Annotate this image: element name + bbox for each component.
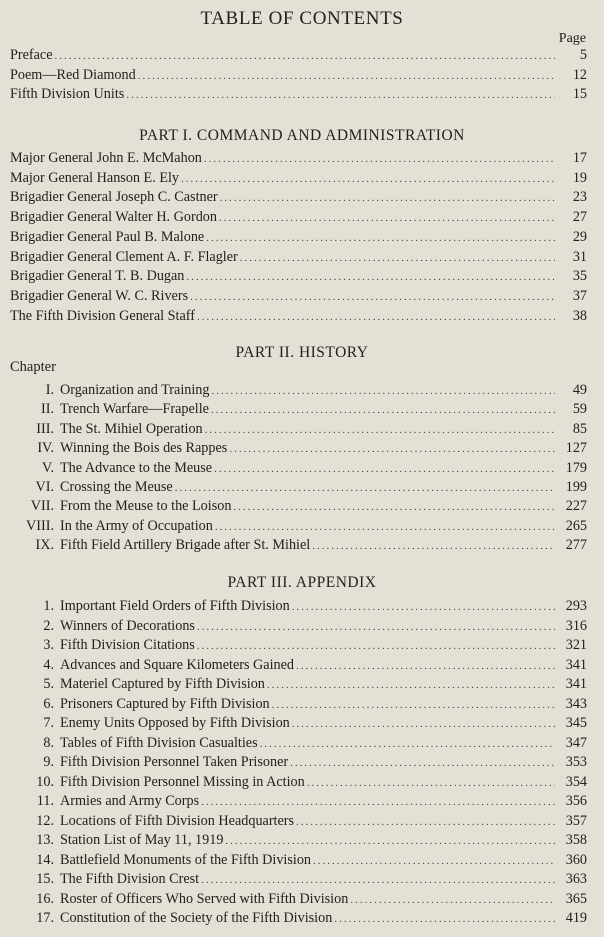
toc-entry[interactable] — [6, 657, 587, 676]
dot-leader — [190, 291, 555, 303]
part2-heading: PART II. HISTORY — [235, 344, 369, 361]
dot-leader — [186, 271, 555, 283]
entry-page-number: 38 — [572, 307, 587, 324]
toc-entry[interactable] — [10, 189, 587, 208]
toc-entry[interactable] — [6, 813, 587, 832]
entry-title: The Advance to the Meuse — [60, 459, 213, 476]
toc-entry[interactable] — [10, 308, 587, 327]
dot-leader — [197, 311, 555, 323]
entry-page-number: 354 — [565, 773, 587, 790]
entry-page-number: 356 — [565, 793, 587, 809]
toc-entry[interactable] — [6, 676, 587, 695]
entry-title: The St. Mihiel Operation — [60, 420, 203, 437]
dot-leader — [307, 777, 555, 789]
toc-entry[interactable] — [6, 518, 587, 537]
dot-leader — [292, 718, 555, 730]
toc-entry[interactable] — [6, 498, 587, 517]
entry-number: 3. — [43, 637, 54, 653]
entry-number: 1. — [43, 598, 54, 614]
entry-page-number: 19 — [572, 169, 587, 186]
dot-leader — [197, 640, 555, 652]
dot-leader — [220, 192, 555, 204]
toc-entry[interactable] — [6, 598, 587, 617]
toc-entry[interactable] — [10, 67, 587, 86]
entry-title: Winners of Decorations — [60, 617, 195, 634]
entry-title: Poem—Red Diamond — [10, 66, 136, 83]
dot-leader — [267, 679, 555, 691]
entry-page-number: 316 — [565, 617, 587, 634]
toc-entry[interactable] — [10, 209, 587, 228]
entry-page-number: 360 — [565, 851, 587, 868]
entry-page-number: 353 — [565, 754, 587, 770]
dot-leader — [292, 601, 555, 613]
toc-entry[interactable] — [6, 382, 587, 401]
entry-number: 7. — [43, 715, 54, 731]
part1-heading: PART I. COMMAND AND ADMINISTRATION — [139, 127, 465, 144]
dot-leader — [211, 385, 555, 397]
toc-entry[interactable] — [6, 440, 587, 459]
entry-number: 4. — [43, 656, 54, 673]
dot-leader — [312, 540, 555, 552]
entry-number: 13. — [36, 832, 54, 848]
entry-number: I. — [45, 382, 54, 398]
entry-number: 2. — [43, 617, 54, 634]
entry-page-number: 341 — [565, 676, 587, 692]
entry-page-number: 29 — [572, 228, 587, 245]
toc-entry[interactable] — [10, 249, 587, 268]
entry-title: Brigadier General W. C. Rivers — [10, 287, 189, 304]
entry-title: Important Field Orders of Fifth Division — [60, 598, 290, 614]
entry-title: Brigadier General Paul B. Malone — [10, 228, 205, 245]
entry-title: The Fifth Division General Staff — [10, 307, 195, 324]
entry-title: Fifth Field Artillery Brigade after St. Mihiel — [60, 537, 311, 554]
dot-leader — [197, 621, 555, 633]
dot-leader — [219, 212, 555, 224]
entry-title: Organization and Training — [60, 382, 210, 398]
entry-title: Crossing the Meuse — [60, 479, 173, 495]
toc-entry[interactable] — [6, 910, 587, 929]
entry-page-number: 265 — [565, 517, 587, 534]
entry-page-number: 277 — [565, 537, 587, 554]
entry-page-number: 17 — [572, 150, 587, 166]
entry-number: 17. — [36, 910, 54, 926]
entry-title: In the Army of Occupation — [60, 517, 213, 534]
toc-entry[interactable] — [6, 618, 587, 637]
toc-entry[interactable] — [6, 715, 587, 734]
dot-leader — [225, 835, 555, 847]
entry-title: Fifth Division Units — [10, 86, 125, 102]
entry-number: 9. — [43, 754, 54, 770]
entry-page-number: 37 — [572, 287, 587, 304]
entry-title: From the Meuse to the Loison — [60, 498, 232, 515]
entry-number: 8. — [43, 734, 54, 751]
dot-leader — [175, 482, 555, 494]
entry-title: Trench Warfare—Frapelle — [60, 401, 209, 418]
toc-entry[interactable] — [6, 460, 587, 479]
entry-title: Roster of Officers Who Served with Fifth Division — [60, 890, 349, 907]
entry-page-number: 179 — [565, 459, 587, 476]
entry-page-number: 27 — [572, 209, 587, 226]
entry-number: IV. — [37, 440, 54, 457]
entry-page-number: 293 — [565, 598, 587, 614]
dot-leader — [126, 89, 555, 101]
dot-leader — [201, 796, 555, 808]
entry-title: The Fifth Division Crest — [60, 871, 200, 887]
entry-title: Brigadier General T. B. Dugan — [10, 268, 185, 285]
entry-number: 16. — [36, 890, 54, 907]
entry-number: 6. — [43, 695, 54, 712]
entry-number: 12. — [36, 812, 54, 829]
entry-title: Advances and Square Kilometers Gained — [60, 656, 295, 673]
toc-entry[interactable] — [10, 86, 587, 105]
toc-entry[interactable] — [6, 832, 587, 851]
entry-page-number: 341 — [565, 656, 587, 673]
entry-title: Tables of Fifth Division Casualties — [60, 734, 258, 751]
toc-entry[interactable] — [10, 288, 587, 307]
toc-entry[interactable] — [6, 537, 587, 556]
toc-entry[interactable] — [6, 637, 587, 656]
dot-leader — [204, 153, 555, 165]
entry-title: Armies and Army Corps — [60, 793, 200, 809]
dot-leader — [313, 855, 555, 867]
entry-page-number: 35 — [572, 268, 587, 285]
toc-entry[interactable] — [6, 421, 587, 440]
entry-number: 15. — [36, 871, 54, 887]
dot-leader — [206, 232, 555, 244]
entry-page-number: 199 — [565, 479, 587, 495]
toc-entry[interactable] — [6, 696, 587, 715]
entry-number: VI. — [35, 479, 54, 495]
entry-title: Enemy Units Opposed by Fifth Division — [60, 715, 290, 731]
dot-leader — [229, 443, 555, 455]
entry-page-number: 347 — [565, 734, 587, 751]
entry-title: Major General Hanson E. Ely — [10, 169, 180, 186]
entry-page-number: 343 — [565, 695, 587, 712]
entry-title: Prisoners Captured by Fifth Division — [60, 695, 270, 712]
entry-number: VIII. — [26, 517, 54, 534]
entry-title: Locations of Fifth Division Headquarters — [60, 812, 295, 829]
entry-page-number: 15 — [572, 86, 587, 102]
dot-leader — [260, 738, 555, 750]
entry-page-number: 363 — [565, 871, 587, 887]
entry-page-number: 357 — [565, 812, 587, 829]
entry-title: Fifth Division Personnel Taken Prisoner — [60, 754, 289, 770]
entry-number: IX. — [35, 537, 54, 554]
dot-leader — [211, 404, 555, 416]
entry-page-number: 365 — [565, 890, 587, 907]
dot-leader — [350, 894, 555, 906]
chapter-label: Chapter — [10, 359, 56, 375]
page-title: TABLE OF CONTENTS — [200, 8, 404, 29]
entry-page-number: 321 — [565, 637, 587, 653]
toc-entry[interactable] — [6, 774, 587, 793]
dot-leader — [296, 816, 555, 828]
toc-entry[interactable] — [10, 229, 587, 248]
entry-title: Brigadier General Joseph C. Castner — [10, 189, 218, 206]
entry-number: 10. — [36, 773, 54, 790]
entry-number: 5. — [43, 676, 54, 692]
entry-page-number: 345 — [565, 715, 587, 731]
entry-page-number: 59 — [572, 401, 587, 418]
entry-page-number: 49 — [572, 382, 587, 398]
entry-number: 11. — [36, 793, 54, 809]
entry-title: Fifth Division Citations — [60, 637, 195, 653]
dot-leader — [201, 874, 555, 886]
entry-page-number: 23 — [572, 189, 587, 206]
entry-page-number: 419 — [565, 910, 587, 926]
entry-title: Brigadier General Walter H. Gordon — [10, 209, 217, 226]
dot-leader — [290, 757, 555, 769]
dot-leader — [55, 50, 555, 62]
dot-leader — [181, 173, 555, 185]
entry-title: Battlefield Monuments of the Fifth Division — [60, 851, 312, 868]
entry-title: Preface — [10, 47, 53, 63]
part3-heading: PART III. APPENDIX — [227, 574, 377, 591]
entry-title: Major General John E. McMahon — [10, 150, 202, 166]
entry-number: VII. — [30, 498, 54, 515]
toc-entry[interactable] — [6, 891, 587, 910]
toc-entry[interactable] — [6, 754, 587, 773]
page-column-header: Page — [558, 31, 586, 46]
toc-entry[interactable] — [6, 871, 587, 890]
entry-page-number: 31 — [572, 248, 587, 265]
toc-entry[interactable] — [10, 268, 587, 287]
entry-title: Brigadier General Clement A. F. Flagler — [10, 248, 238, 265]
toc-entry[interactable] — [6, 793, 587, 812]
dot-leader — [296, 660, 555, 672]
toc-entry[interactable] — [10, 170, 587, 189]
entry-title: Winning the Bois des Rappes — [60, 440, 228, 457]
entry-page-number: 85 — [572, 420, 587, 437]
entry-title: Station List of May 11, 1919 — [60, 832, 224, 848]
entry-page-number: 12 — [572, 66, 587, 83]
entry-number: II. — [41, 401, 54, 418]
dot-leader — [233, 501, 555, 513]
dot-leader — [214, 463, 555, 475]
toc-entry[interactable] — [10, 47, 587, 66]
dot-leader — [205, 424, 555, 436]
entry-number: 14. — [36, 851, 54, 868]
toc-entry[interactable] — [6, 735, 587, 754]
entry-page-number: 127 — [565, 440, 587, 457]
entry-title: Constitution of the Society of the Fifth Division — [60, 910, 333, 926]
dot-leader — [215, 521, 555, 533]
entry-page-number: 227 — [565, 498, 587, 515]
toc-entry[interactable] — [6, 401, 587, 420]
entry-title: Fifth Division Personnel Missing in Action — [60, 773, 305, 790]
toc-entry[interactable] — [6, 479, 587, 498]
dot-leader — [272, 699, 555, 711]
entry-number: III. — [36, 420, 54, 437]
dot-leader — [240, 252, 555, 264]
entry-number: V. — [42, 459, 54, 476]
dot-leader — [334, 913, 555, 925]
entry-title: Materiel Captured by Fifth Division — [60, 676, 265, 692]
entry-page-number: 5 — [579, 47, 587, 63]
toc-entry[interactable] — [10, 150, 587, 169]
dot-leader — [138, 70, 555, 82]
entry-page-number: 358 — [565, 832, 587, 848]
toc-entry[interactable] — [6, 852, 587, 871]
